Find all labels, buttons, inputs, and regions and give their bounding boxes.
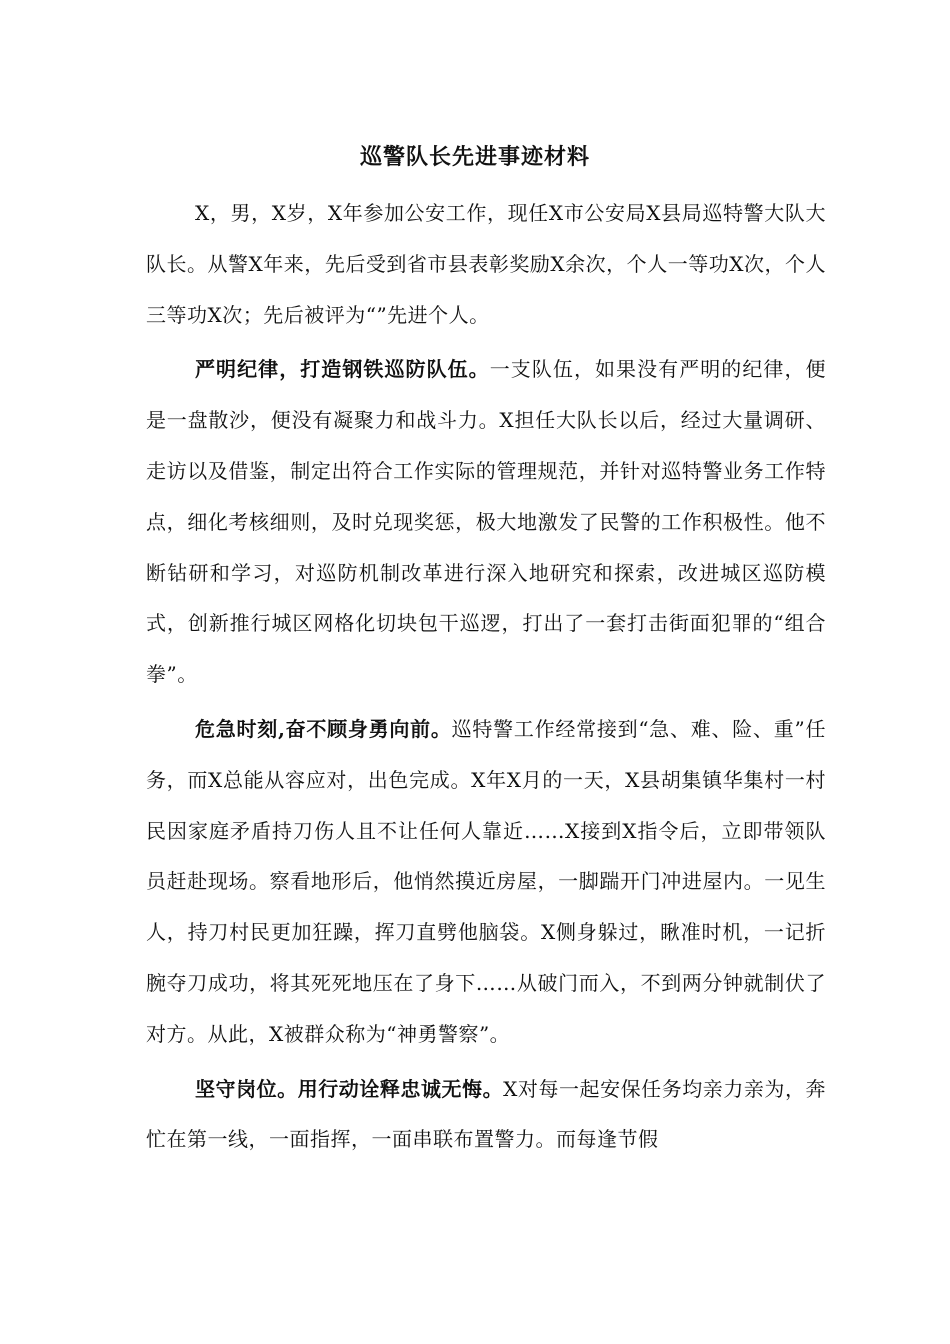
document-body [146, 188, 826, 1169]
section-heading-emergency: 危急时刻,奋不顾身勇向前。 [195, 716, 452, 741]
section-text-emergency: 巡特警工作经常接到“急、难、险、重”任务，而X总能从容应对，出色完成。X年X月的一天，X县胡集镇华集村一村民因家庭矛盾持刀伤人且不让任何人靠近……X接到X指令后，立即带领队员赶赴现场。察看地形后，他悄然摸近房屋，一脚踹开门冲进屋内。一见生人，持刀村民更加狂躁，挥刀直劈他脑袋。X侧身躲过，瞅准时机，一记折腕夺刀成功，将其死死地压在了身下……从破门而入，不到两分钟就制伏了对方。从此，X被群众称为“神勇警察”。 [146, 716, 826, 1046]
intro-paragraph: X，男，X岁，X年参加公安工作，现任X市公安局X县局巡特警大队大队长。从警X年来，先后受到省市县表彰奖励X余次，个人一等功X次，个人三等功X次；先后被评为“”先进个人。 [146, 201, 826, 327]
document-title: 巡警队长先进事迹材料 [359, 144, 590, 170]
section-paragraph-loyalty [146, 1064, 826, 1166]
section-text-loyalty: X对每一起安保任务均亲力亲为，奔忙在第一线，一面指挥，一面串联布置警力。而每逢节假 [146, 1076, 826, 1152]
section-text-discipline: 一支队伍，如果没有严明的纪律，便是一盘散沙，便没有凝聚力和战斗力。X担任大队长以后，经过大量调研、走访以及借鉴，制定出符合工作实际的管理规范，并针对巡特警业务工作特点，细化考核细则，及时兑现奖惩，极大地激发了民警的工作积极性。他不断钻研和学习，对巡防机制改革进行深入地研究和探索，改进城区巡防模式，创新推行城区网格化切块包干巡逻，打出了一套打击街面犯罪的“组合拳”。 [146, 357, 827, 687]
section-paragraph-discipline [146, 344, 826, 700]
section-paragraph-emergency [146, 704, 826, 1060]
section-heading-discipline: 严明纪律，打造钢铁巡防队伍。 [195, 357, 490, 382]
section-heading-loyalty: 坚守岗位。用行动诠释忠诚无悔。 [195, 1076, 504, 1101]
